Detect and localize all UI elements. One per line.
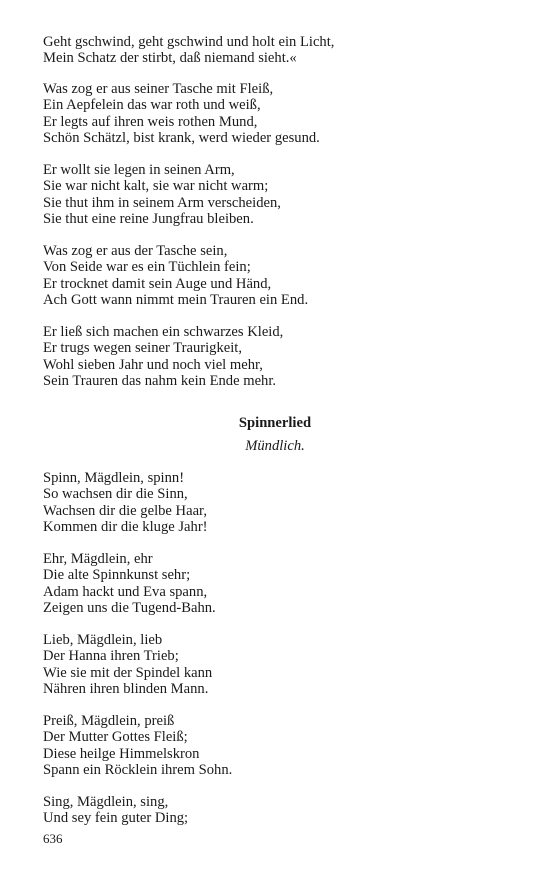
verse-line: Nähren ihren blinden Mann. [43,680,209,697]
verse-line: Der Mutter Gottes Fleiß; [43,729,188,746]
verse-line: Ehr, Mägdlein, ehr [43,551,153,567]
verse-line: Preiß, Mägdlein, preiß [43,713,175,729]
verse-line: Mein Schatz der stirbt, daß niemand sieht.« [43,50,297,67]
stanza [43,470,513,535]
verse-line: Kommen dir die kluge Jahr! [43,518,208,535]
verse-line: Diese heilge Himmelskron [43,745,200,762]
verse-line: Spann ein Röcklein ihrem Sohn. [43,761,233,778]
verse-line: Spinn, Mägdlein, spinn! [43,470,185,486]
verse-line: Schön Schätzl, bist krank, werd wieder gesund. [43,129,320,146]
verse-line: Er ließ sich machen ein schwarzes Kleid, [43,324,284,340]
verse-line: Ach Gott wann nimmt mein Trauren ein End. [43,291,309,308]
stanza [43,34,513,67]
stanza [43,162,513,227]
verse-line: Von Seide war es ein Tüchlein fein; [43,259,251,276]
stanza [43,551,513,616]
page-number: 636 [43,831,63,846]
stanza [43,794,513,827]
verse-line: Sie thut eine reine Jungfrau bleiben. [43,210,254,227]
stanza [43,713,513,778]
verse-line: Sein Trauren das nahm kein Ende mehr. [43,372,277,389]
verse-line: Der Hanna ihren Trieb; [43,648,179,665]
poem-subtitle: Mündlich. [245,438,305,454]
verse-line: So wachsen dir die Sinn, [43,486,188,503]
verse-line: Wie sie mit der Spindel kann [43,664,213,681]
stanza [43,243,513,308]
verse-line: Sie war nicht kalt, sie war nicht warm; [43,178,269,195]
stanza [43,324,513,389]
verse-line: Wohl sieben Jahr und noch viel mehr, [43,356,263,373]
verse-line: Ein Aepfelein das war roth und weiß, [43,97,261,114]
verse-line: Sing, Mägdlein, sing, [43,794,169,810]
verse-line: Die alte Spinnkunst sehr; [43,567,191,584]
poem-title: Spinnerlied [238,415,312,431]
verse-line: Er trocknet damit sein Auge und Händ, [43,275,272,292]
verse-line: Lieb, Mägdlein, lieb [43,632,163,648]
stanza [43,81,513,146]
verse-line: Er trugs wegen seiner Traurigkeit, [43,340,243,357]
verse-line: Adam hackt und Eva spann, [43,583,208,600]
verse-line: Er wollt sie legen in seinen Arm, [43,162,235,178]
verse-line: Was zog er aus der Tasche sein, [43,243,228,259]
verse-line: Sie thut ihm in seinem Arm verscheiden, [43,194,281,211]
verse-line: Geht gschwind, geht gschwind und holt ein Licht, [43,34,335,50]
verse-line: Zeigen uns die Tugend-Bahn. [43,599,216,616]
verse-line: Wachsen dir die gelbe Haar, [43,502,207,519]
verse-line: Was zog er aus seiner Tasche mit Fleiß, [43,81,274,97]
verse-line: Er legts auf ihren weis rothen Mund, [43,113,258,130]
stanza [43,632,513,697]
verse-line: Und sey fein guter Ding; [43,810,189,827]
